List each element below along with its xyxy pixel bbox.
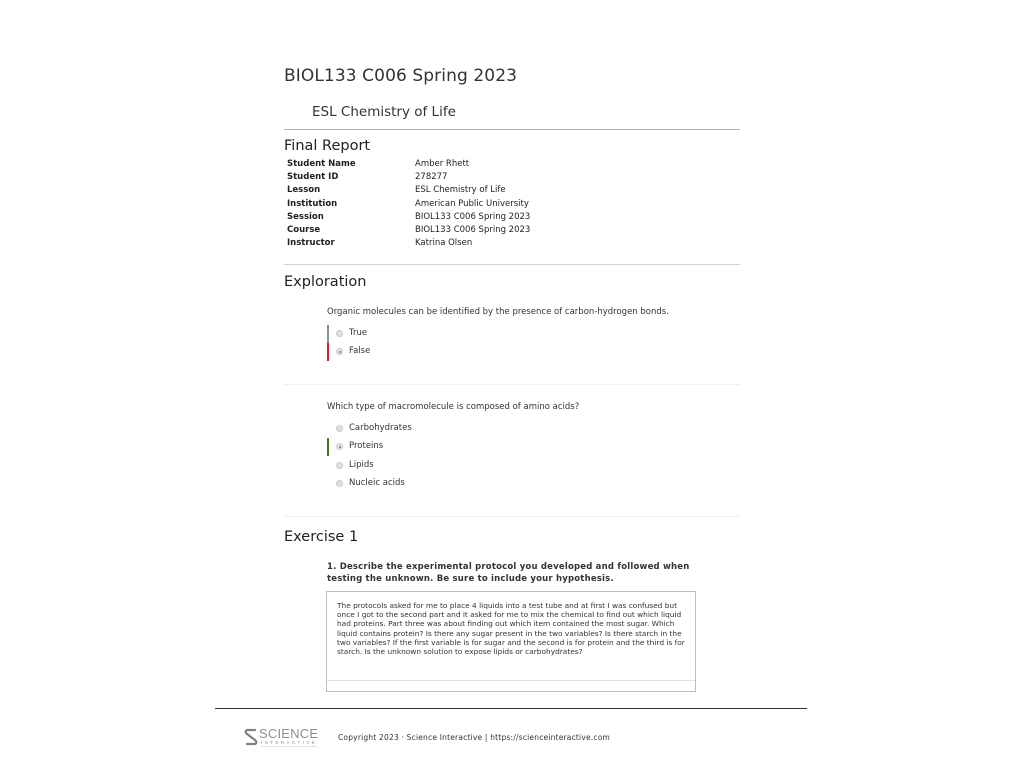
copyright-text: Copyright 2023 · Science Interactive | https://scienceinteractive.com bbox=[338, 733, 611, 742]
logo-subtext: INTERACTIVE bbox=[261, 740, 318, 745]
exploration-heading: Exploration bbox=[284, 274, 367, 290]
report-row-student-name bbox=[287, 157, 530, 170]
answer-text: The protocols asked for me to place 4 liquids into a test tube and at first I was confused but once I got to the second part and it asked for me to mix the chemical to find out which liquid had proteins. Part three was about finding out which item contained the most sugar. Which liquid contains protein? Is there any sugar present in the two variables? Is there starch in the two variables? If the first variable is for sugar and the second is for protein and the third is for starch. Is the unknown solution to expose lipids or carbohydrates? bbox=[337, 601, 685, 657]
radio-button-selected[interactable] bbox=[336, 348, 343, 355]
report-label: Student Name bbox=[287, 158, 356, 169]
science-interactive-logo bbox=[244, 727, 318, 749]
answer-option-false[interactable] bbox=[327, 343, 527, 361]
exercise-heading: Exercise 1 bbox=[284, 529, 359, 545]
answer-option-true[interactable] bbox=[327, 325, 527, 343]
report-label: Course bbox=[287, 225, 321, 236]
radio-button[interactable] bbox=[336, 480, 343, 487]
answer-option-nucleic-acids[interactable] bbox=[327, 475, 527, 493]
answer-option-lipids[interactable] bbox=[327, 457, 527, 475]
radio-button[interactable] bbox=[336, 330, 343, 337]
answer-mark-bar bbox=[327, 343, 329, 361]
report-row-session bbox=[287, 210, 530, 223]
answer-textbox[interactable] bbox=[326, 591, 696, 692]
option-label: True bbox=[349, 328, 368, 338]
answer-option-carbohydrates[interactable] bbox=[327, 420, 527, 438]
radio-button-selected[interactable] bbox=[336, 443, 343, 450]
option-label: Carbohydrates bbox=[349, 423, 412, 433]
report-label: Session bbox=[287, 211, 324, 222]
report-label: Student ID bbox=[287, 171, 339, 182]
question-text: Which type of macromolecule is composed of amino acids? bbox=[327, 402, 580, 412]
report-label: Institution bbox=[287, 198, 338, 209]
report-label: Instructor bbox=[287, 238, 335, 249]
logo-wordmark: SCIENCE bbox=[259, 726, 319, 741]
final-report-table bbox=[287, 157, 530, 250]
report-value: Amber Rhett bbox=[415, 158, 470, 169]
answer-mark-bar bbox=[327, 438, 329, 456]
report-value: BIOL133 C006 Spring 2023 bbox=[415, 211, 531, 222]
report-row-instructor bbox=[287, 237, 530, 250]
option-label: Lipids bbox=[349, 460, 374, 470]
final-report-heading: Final Report bbox=[284, 138, 371, 154]
lesson-title: ESL Chemistry of Life bbox=[312, 104, 456, 120]
report-value: BIOL133 C006 Spring 2023 bbox=[415, 225, 531, 236]
radio-button[interactable] bbox=[336, 425, 343, 432]
report-row-institution bbox=[287, 197, 530, 210]
section-divider bbox=[284, 264, 740, 265]
question-divider bbox=[284, 384, 740, 385]
report-row-student-id bbox=[287, 170, 530, 183]
document-title: BIOL133 C006 Spring 2023 bbox=[284, 66, 518, 86]
footer-rule bbox=[215, 708, 807, 709]
question-text: Organic molecules can be identified by the presence of carbon-hydrogen bonds. bbox=[327, 307, 669, 317]
answer-mark-bar bbox=[327, 325, 329, 343]
exercise-question: 1. Describe the experimental protocol you developed and followed when testing the unknown. Be sure to include your hypothesis. bbox=[327, 562, 690, 584]
option-label: Proteins bbox=[349, 441, 384, 451]
report-label: Lesson bbox=[287, 185, 321, 196]
option-label: Nucleic acids bbox=[349, 478, 405, 488]
report-value: ESL Chemistry of Life bbox=[415, 185, 506, 196]
answer-option-proteins[interactable] bbox=[327, 438, 527, 456]
option-label: False bbox=[349, 346, 371, 356]
report-value: American Public University bbox=[415, 198, 529, 209]
logo-tagline-line bbox=[261, 746, 317, 748]
answer-box-footer bbox=[327, 680, 695, 681]
report-value: Katrina Olsen bbox=[415, 238, 473, 249]
radio-button[interactable] bbox=[336, 462, 343, 469]
lesson-header bbox=[284, 104, 740, 130]
science-interactive-logo-icon bbox=[244, 728, 258, 746]
section-divider bbox=[284, 516, 740, 517]
report-row-course bbox=[287, 223, 530, 236]
report-value: 278277 bbox=[415, 171, 448, 182]
report-row-lesson bbox=[287, 184, 530, 197]
